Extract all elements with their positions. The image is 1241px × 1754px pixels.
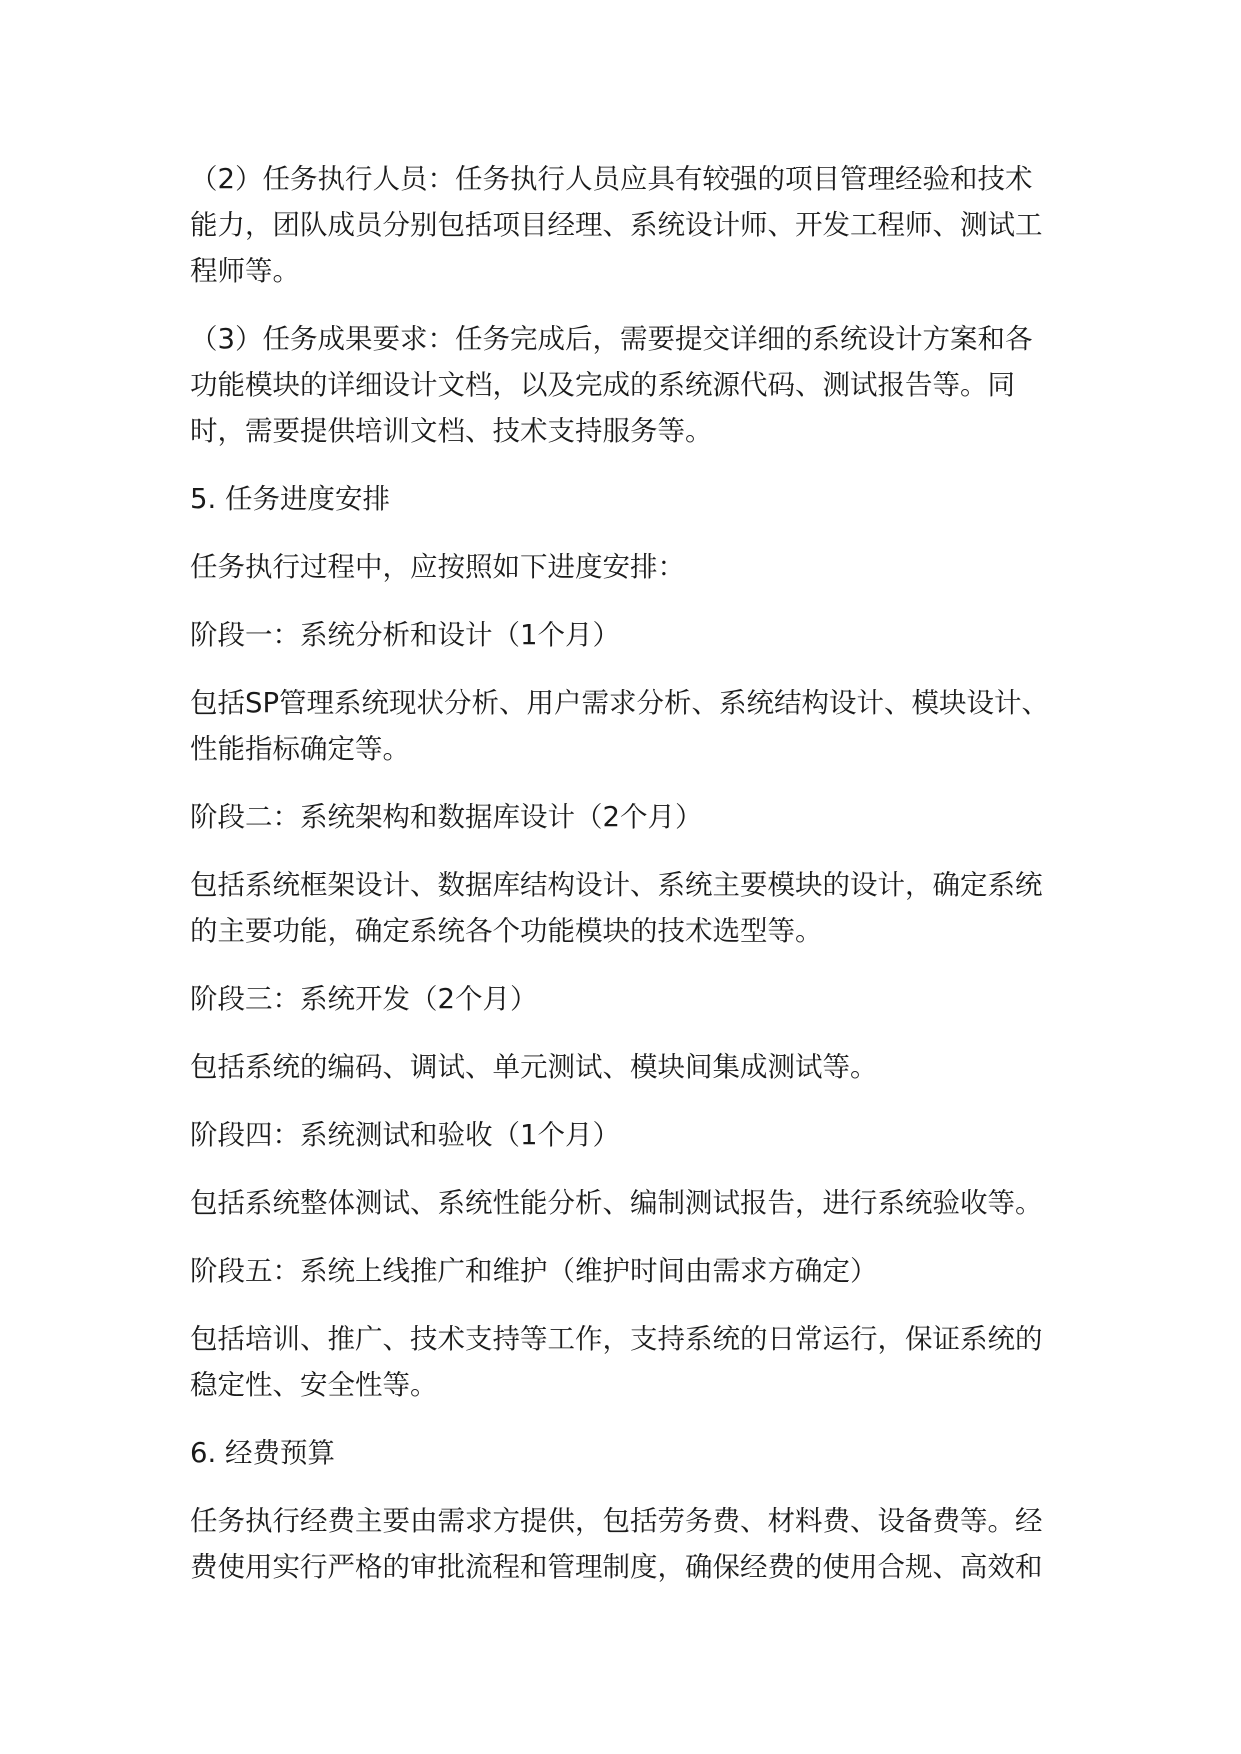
phase-4-heading: 阶段四：系统测试和验收（1个月）	[190, 1119, 620, 1151]
phase-4-description: 包括系统整体测试、系统性能分析、编制测试报告，进行系统验收等。	[190, 1187, 1043, 1219]
section-heading-schedule: 5. 任务进度安排	[190, 483, 390, 515]
phase-5-heading: 阶段五：系统上线推广和维护（维护时间由需求方确定）	[190, 1255, 878, 1287]
phase-3-heading: 阶段三：系统开发（2个月）	[190, 983, 538, 1015]
phase-2-description: 包括系统框架设计、数据库结构设计、系统主要模块的设计，确定系统的主要功能，确定系统各个功能模块的技术选型等。	[190, 869, 1043, 947]
phase-3-description: 包括系统的编码、调试、单元测试、模块间集成测试等。	[190, 1051, 878, 1083]
paragraph-budget: 任务执行经费主要由需求方提供，包括劳务费、材料费、设备费等。经费使用实行严格的审批流程和管理制度，确保经费的使用合规、高效和	[190, 1505, 1043, 1583]
phase-1-description: 包括SP管理系统现状分析、用户需求分析、系统结构设计、模块设计、性能指标确定等。	[190, 687, 1050, 765]
phase-2-heading: 阶段二：系统架构和数据库设计（2个月）	[190, 801, 703, 833]
phase-1-heading: 阶段一：系统分析和设计（1个月）	[190, 619, 620, 651]
paragraph-task-deliverables: （3）任务成果要求：任务完成后，需要提交详细的系统设计方案和各功能模块的详细设计文档，以及完成的系统源代码、测试报告等。同时，需要提供培训文档、技术支持服务等。	[190, 323, 1033, 447]
document-body	[190, 156, 1050, 1612]
paragraph-task-personnel: （2）任务执行人员：任务执行人员应具有较强的项目管理经验和技术能力，团队成员分别包括项目经理、系统设计师、开发工程师、测试工程师等。	[190, 163, 1043, 287]
phase-5-description: 包括培训、推广、技术支持等工作，支持系统的日常运行，保证系统的稳定性、安全性等。	[190, 1323, 1043, 1401]
section-heading-budget: 6. 经费预算	[190, 1437, 335, 1469]
paragraph-schedule-intro: 任务执行过程中，应按照如下进度安排：	[190, 551, 685, 583]
